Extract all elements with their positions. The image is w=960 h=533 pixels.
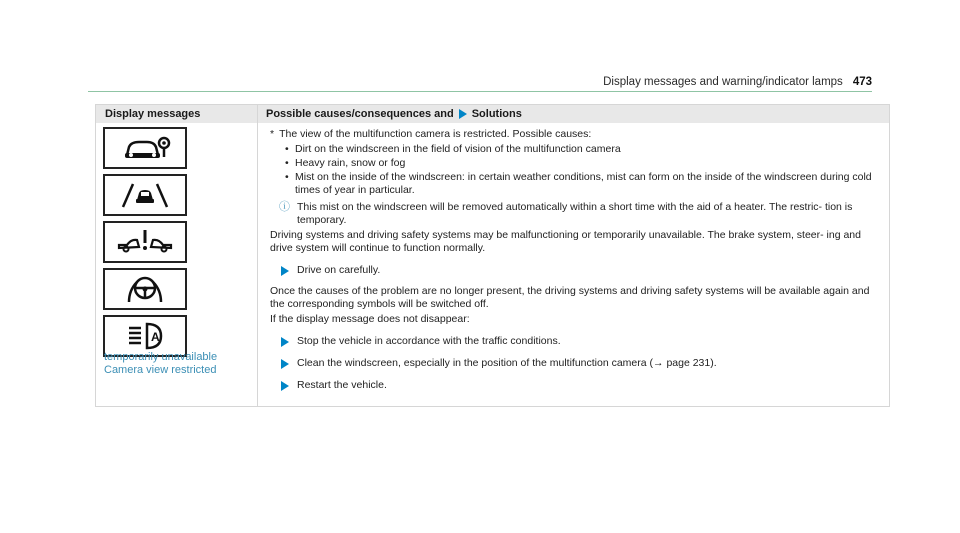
- col-causes-solutions: [266, 108, 522, 120]
- lane-car-icon: [117, 180, 173, 210]
- list-item: • Dirt on the windscreen in the field of vision of the multifunction camera: [285, 143, 882, 156]
- step-text: Clean the windscreen, especially in the position of the multifunction camera (→ page 231).: [297, 357, 717, 369]
- info-text: This mist on the windscreen will be removed automatically within a short time with the aid of a heater. The restric- tion is temporary.: [297, 201, 853, 226]
- step-stop-vehicle: [281, 335, 882, 348]
- column-divider: [257, 105, 258, 406]
- step-restart-vehicle: [281, 379, 882, 392]
- step-arrow-icon: [281, 381, 289, 391]
- step-drive-carefully: [281, 264, 882, 277]
- distance-warning-icon: [117, 227, 173, 257]
- step-text: Restart the vehicle.: [297, 379, 387, 391]
- info-note: [279, 201, 882, 227]
- list-item: • Heavy rain, snow or fog: [285, 157, 882, 170]
- page-header: [577, 76, 872, 88]
- list-item: • Mist on the inside of the windscreen: in certain weather conditions, mist can form on the inside of the windscreen during cold times of year in particular.: [285, 171, 882, 197]
- status-camera-view-restricted: Camera view restricted: [104, 364, 217, 376]
- col-display-messages: Display messages: [105, 108, 201, 120]
- step-text: Drive on carefully.: [297, 264, 381, 276]
- causes-list: [285, 143, 882, 197]
- step-arrow-icon: [281, 359, 289, 369]
- adaptive-headlight-icon: [117, 321, 173, 351]
- intro-text: The view of the multifunction camera is restricted. Possible causes:: [279, 128, 592, 140]
- footnote-star: *: [270, 128, 275, 140]
- camera-sensor-icon: [117, 133, 173, 163]
- step-arrow-icon: [281, 337, 289, 347]
- messages-table: [95, 104, 890, 407]
- intro-line: [270, 128, 882, 141]
- steering-assist-icon: [117, 274, 173, 304]
- header-rule: [88, 91, 872, 92]
- solutions-content: [270, 128, 882, 400]
- icon-box: [103, 127, 187, 169]
- icon-box: [103, 268, 187, 310]
- header-solutions-label: Solutions: [471, 108, 522, 120]
- status-text: [104, 351, 217, 377]
- paragraph: If the display message does not disappear:: [270, 313, 470, 325]
- info-icon: ⓘ: [279, 201, 290, 213]
- icon-box: [103, 174, 187, 216]
- page-number: 473: [852, 76, 872, 88]
- step-clean-windscreen: [281, 357, 882, 370]
- arrow-right-icon: [459, 109, 467, 119]
- icon-box: [103, 221, 187, 263]
- step-arrow-icon: [281, 266, 289, 276]
- header-causes-label: Possible causes/consequences and: [266, 108, 454, 120]
- paragraph: Once the causes of the problem are no longer present, the driving systems and driving safety systems will be available again and the corresponding symbols will be switched off.: [270, 285, 870, 310]
- step-text: Stop the vehicle in accordance with the traffic conditions.: [297, 335, 561, 347]
- svg-text:A: A: [151, 330, 160, 344]
- icon-column: [103, 127, 188, 362]
- header-title: Display messages and warning/indicator lamps: [603, 76, 843, 88]
- status-temporarily-unavailable: temporarily unavailable: [104, 351, 218, 363]
- table-header: [96, 105, 889, 123]
- paragraph: Driving systems and driving safety systems may be malfunctioning or temporarily unavailable. The brake system, steer- ing and drive system will continue to function normally.: [270, 229, 861, 254]
